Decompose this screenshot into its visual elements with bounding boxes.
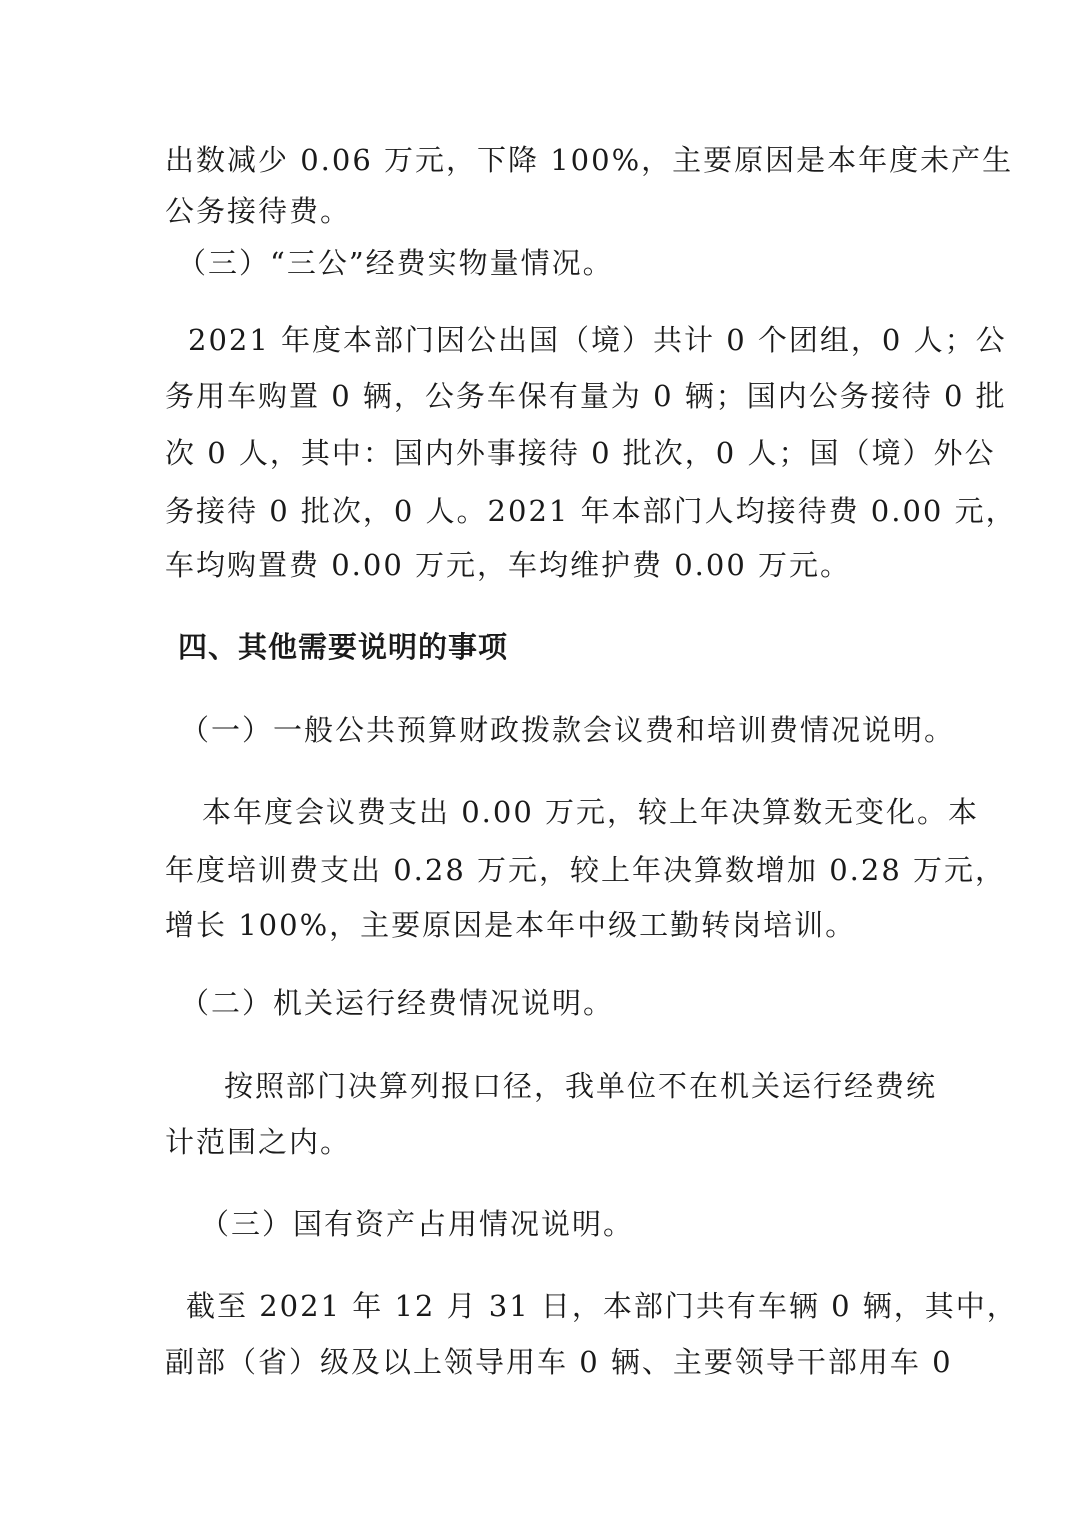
paragraph-line: 2021 年度本部门因公出国（境）共计 0 个团组，0 人；公 bbox=[188, 323, 1007, 357]
subheading-physical-quantity: （三）“三公”经费实物量情况。 bbox=[177, 246, 614, 280]
paragraph-line: 增长 100%，主要原因是本年中级工勤转岗培训。 bbox=[165, 908, 857, 942]
paragraph-line: 截至 2021 年 12 月 31 日，本部门共有车辆 0 辆，其中， bbox=[186, 1289, 1018, 1323]
paragraph-line: 计范围之内。 bbox=[165, 1125, 352, 1159]
paragraph-line: 务接待 0 批次，0 人。2021 年本部门人均接待费 0.00 元， bbox=[165, 494, 1017, 528]
paragraph-line: 公务接待费。 bbox=[165, 194, 352, 228]
paragraph-line: 出数减少 0.06 万元，下降 100%，主要原因是本年度未产生 bbox=[165, 143, 1014, 177]
paragraph-line: 车均购置费 0.00 万元，车均维护费 0.00 万元。 bbox=[165, 548, 852, 582]
section-heading-other-matters: 四、其他需要说明的事项 bbox=[178, 630, 509, 664]
paragraph-line: 年度培训费支出 0.28 万元，较上年决算数增加 0.28 万元， bbox=[165, 853, 1007, 887]
subheading-operating-expenses: （二）机关运行经费情况说明。 bbox=[180, 986, 615, 1020]
paragraph-line: 按照部门决算列报口径，我单位不在机关运行经费统 bbox=[224, 1069, 938, 1103]
paragraph-line: 次 0 人，其中：国内外事接待 0 批次，0 人；国（境）外公 bbox=[165, 436, 996, 470]
paragraph-line: 务用车购置 0 辆，公务车保有量为 0 辆；国内公务接待 0 批 bbox=[165, 379, 1007, 413]
subheading-state-assets: （三）国有资产占用情况说明。 bbox=[200, 1207, 635, 1241]
paragraph-line: 本年度会议费支出 0.00 万元，较上年决算数无变化。本 bbox=[202, 795, 980, 829]
paragraph-line: 副部（省）级及以上领导用车 0 辆、主要领导干部用车 0 bbox=[165, 1345, 953, 1379]
subheading-meeting-training: （一）一般公共预算财政拨款会议费和培训费情况说明。 bbox=[180, 713, 956, 747]
